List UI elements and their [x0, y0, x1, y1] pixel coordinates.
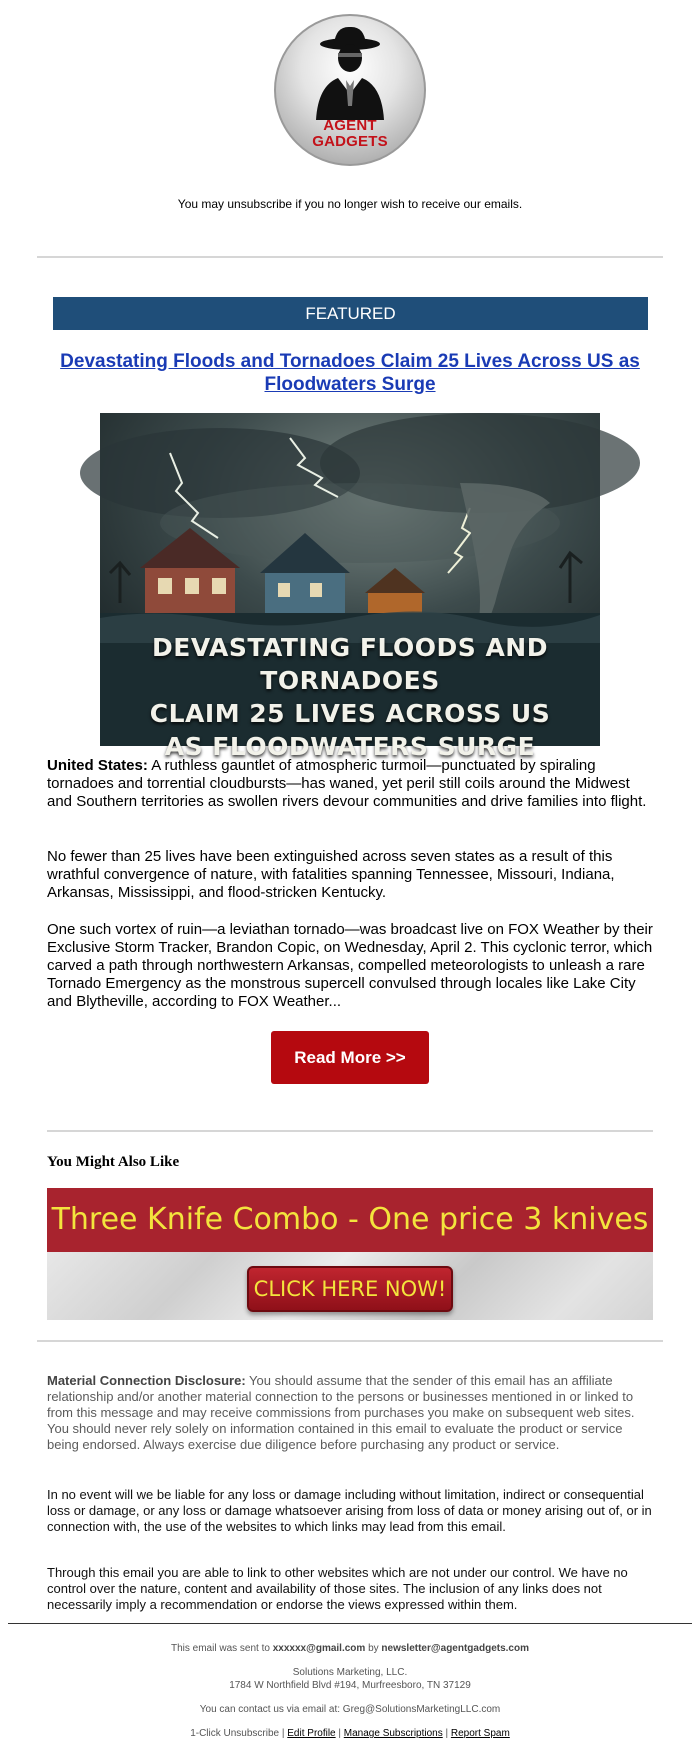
knife-combo-ad-banner[interactable]: [47, 1188, 653, 1320]
footer-links: 1-Click Unsubscribe | Edit Profile | Manage Subscriptions | Report Spam: [190, 1728, 510, 1739]
external-links-disclaimer: Through this email you are able to link to other websites which are not under our control. We have no control over the nature, content and availability of those sites. The inclusion of any links does not necessarily imply a recommendation or endorse the views expressed within them.: [47, 1565, 628, 1612]
article-lead-paragraph: [47, 757, 653, 811]
read-more-button[interactable]: Read More >>: [271, 1031, 429, 1084]
liability-disclaimer: In no event will we be liable for any loss or damage including without limitation, indirect or consequential loss or damage, or any loss or damage whatsoever arising from loss of data or money arising out of, or in connection with, the use of the websites to which links may lead from this email.: [47, 1487, 652, 1534]
featured-image[interactable]: [100, 413, 600, 761]
sender-email: newsletter@agentgadgets.com: [381, 1643, 529, 1654]
caption-line-1: DEVASTATING FLOODS AND TORNADOES: [152, 633, 548, 695]
disclosure-text: You should assume that the sender of this email has an affiliate relationship and/or another material connection to the persons or businesses mentioned in or linked to from this message and may receive commissions from purchases you make on subsequent web sites. You should never rely solely on information contained in this email to evaluate the product or service being endorsed. Always exercise due diligence before purchasing any product or service.: [47, 1373, 635, 1452]
agent-gadgets-logo[interactable]: [274, 14, 426, 166]
divider: [47, 1130, 653, 1132]
also-like-heading: You Might Also Like: [47, 1154, 180, 1170]
footer-sent-to: [0, 1642, 700, 1655]
recipient-email: xxxxxx@gmail.com: [272, 1643, 366, 1654]
logo-container: [0, 14, 700, 171]
caption-line-3: AS FLOODWATERS SURGE: [164, 732, 536, 761]
article-paragraph-3: One such vortex of ruin—a leviathan tornado—was broadcast live on FOX Weather by their Exclusive Storm Tracker, Brandon Copic, on Wednesday, April 2. This cyclonic terror, which carved a path through northwestern Arkansas, compelled meteorologists to unleash a rare Tornado Emergency as the monstrous supercell convulsed through locales like Lake City and Blytheville, according to FOX Weather...: [47, 921, 653, 1010]
banner-title: Three Knife Combo - One price 3 knives: [51, 1202, 649, 1237]
caption-line-2: CLAIM 25 LIVES ACROSS US: [149, 699, 551, 728]
material-connection-disclosure: [47, 1373, 657, 1453]
manage-subscriptions-link[interactable]: Manage Subscriptions: [343, 1728, 443, 1739]
sent-by: by: [368, 1643, 379, 1654]
divider: [37, 256, 663, 258]
one-click-unsubscribe-link[interactable]: 1-Click Unsubscribe: [190, 1728, 280, 1739]
footer-contact: You can contact us via email at: Greg@SolutionsMarketingLLC.com: [199, 1704, 501, 1715]
edit-profile-link[interactable]: Edit Profile: [287, 1728, 336, 1739]
disclosure-label: Material Connection Disclosure:: [47, 1373, 246, 1388]
footer-company: Solutions Marketing, LLC.: [292, 1667, 408, 1678]
footer-divider: [8, 1623, 692, 1624]
report-spam-link[interactable]: Report Spam: [450, 1728, 510, 1739]
footer-address: 1784 W Northfield Blvd #194, Murfreesboro, TN 37129: [229, 1680, 471, 1691]
featured-label: FEATURED: [53, 297, 648, 330]
lead-location: United States:: [47, 757, 148, 774]
featured-image-caption: [100, 631, 600, 763]
article-paragraph-2: No fewer than 25 lives have been extinguished across seven states as a result of this wrathful convergence of nature, with fatalities spanning Tennessee, Missouri, Indiana, Arkansas, Mississippi, and flood-stricken Kentucky.: [47, 848, 615, 901]
banner-click-here-button[interactable]: CLICK HERE NOW!: [247, 1266, 453, 1312]
logo-line-2: GADGETS: [312, 133, 388, 150]
logo-line-1: AGENT: [323, 117, 377, 134]
spy-silhouette-icon: [302, 24, 398, 120]
divider: [37, 1340, 663, 1342]
logo-text: [276, 118, 424, 150]
featured-headline-link[interactable]: Devastating Floods and Tornadoes Claim 25 Lives Across US as Floodwaters Surge: [60, 351, 640, 395]
sent-prefix: This email was sent to: [171, 1643, 270, 1654]
lead-text: A ruthless gauntlet of atmospheric turmoil—punctuated by spiraling tornadoes and torrential cloudbursts—has waned, yet peril still coils around the Midwest and Southern territories as swollen rivers devour communities and drive families into flight.: [47, 757, 647, 810]
unsubscribe-note: You may unsubscribe if you no longer wish to receive our emails.: [177, 197, 523, 211]
